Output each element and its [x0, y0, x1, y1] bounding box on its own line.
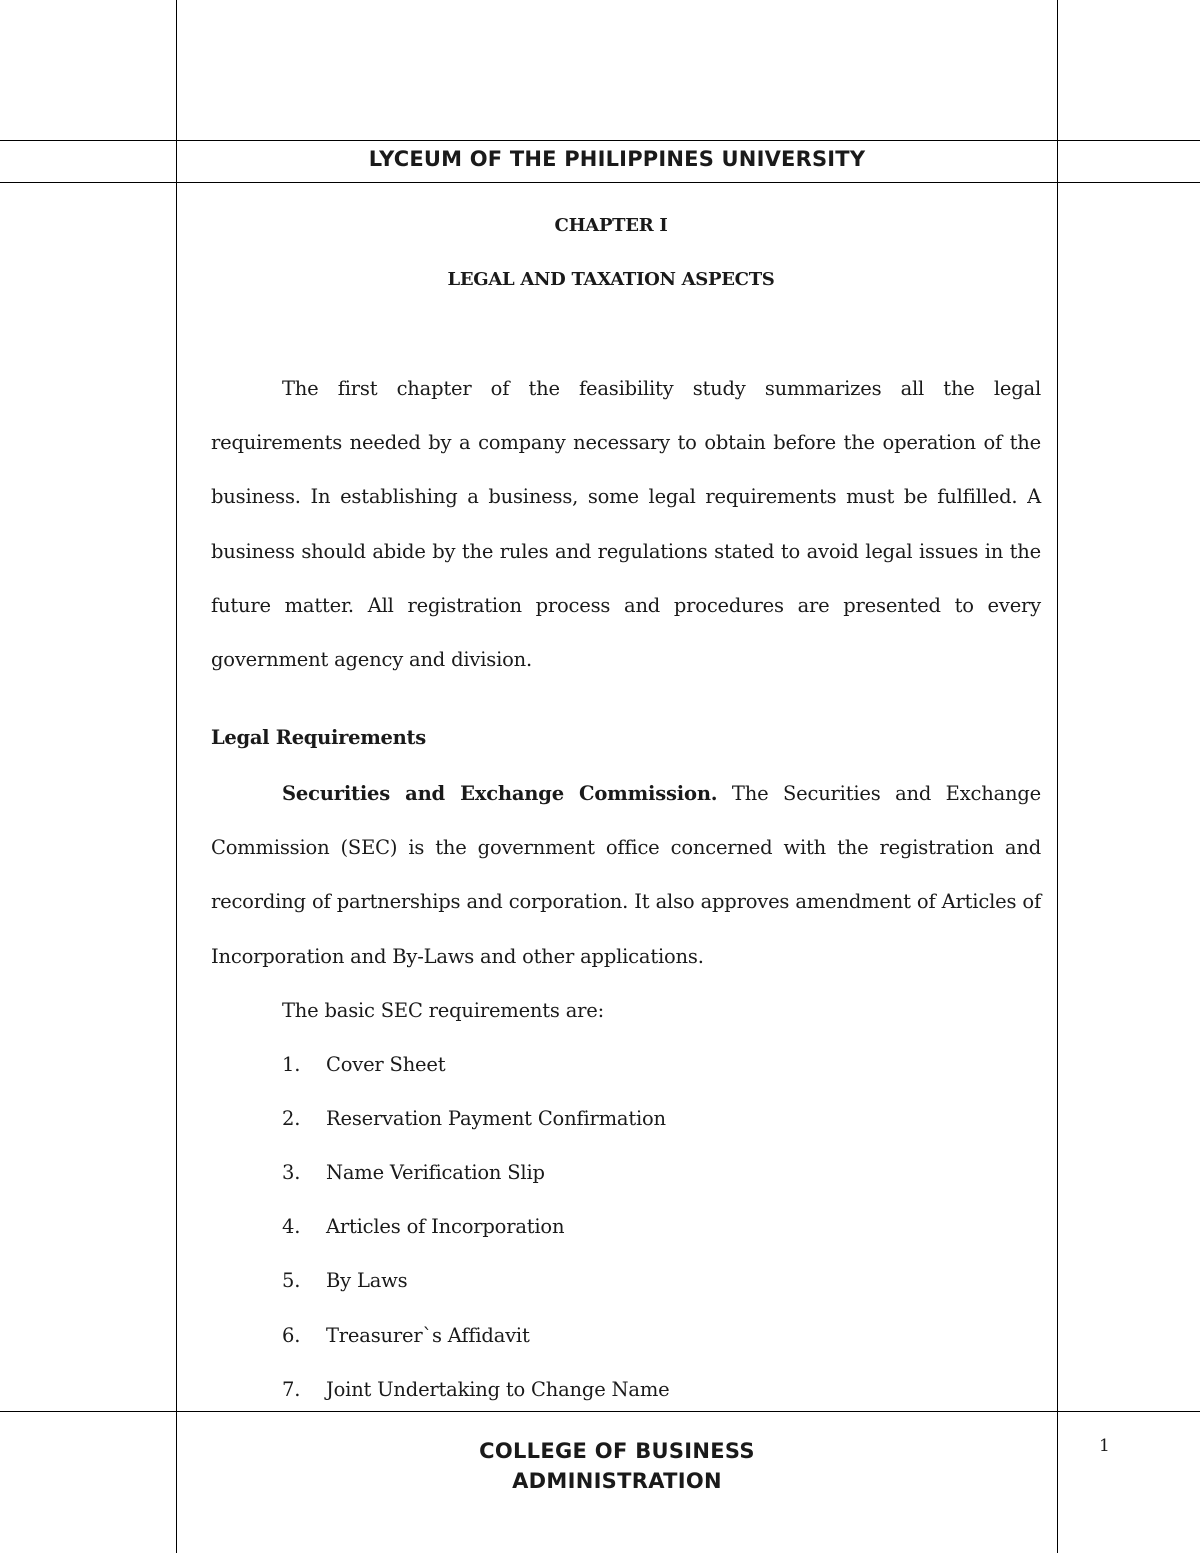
- header-university-title: LYCEUM OF THE PHILIPPINES UNIVERSITY: [368, 147, 866, 171]
- sec-body-text: The Securities and Exchange Commission (SEC) is the government office concerned with the registration and recording of partnerships and corporation. It also approves amendment of Articles of Incorporation and By-Laws and other applications.: [211, 782, 1041, 968]
- footer-top-border: [0, 1411, 1200, 1412]
- sec-paragraph: [211, 767, 1041, 984]
- list-item: 5. By Laws: [282, 1269, 408, 1292]
- list-item: 3. Name Verification Slip: [282, 1161, 545, 1184]
- chapter-title: LEGAL AND TAXATION ASPECTS: [447, 269, 775, 290]
- sec-run-in-heading: Securities and Exchange Commission.: [282, 782, 718, 805]
- sec-list-intro: The basic SEC requirements are:: [282, 999, 604, 1022]
- list-item: 7. Joint Undertaking to Change Name: [282, 1378, 670, 1401]
- list-item: 4. Articles of Incorporation: [282, 1215, 565, 1238]
- page-number: 1: [1099, 1436, 1110, 1456]
- list-item: 1. Cover Sheet: [282, 1053, 446, 1076]
- intro-paragraph: The first chapter of the feasibility study summarizes all the legal requirements needed by a company necessary to obtain before the operation of the business. In establishing a business, some legal requirements must be fulfilled. A business should abide by the rules and regulations stated to avoid legal issues in the future matter. All registration process and procedures are presented to every government agency and division.: [211, 377, 1041, 672]
- header-bottom-border: [0, 182, 1200, 183]
- footer-line-2: ADMINISTRATION: [512, 1469, 722, 1493]
- header-top-border: [0, 140, 1200, 141]
- list-item: 6. Treasurer`s Affidavit: [282, 1324, 530, 1347]
- chapter-number: CHAPTER I: [554, 215, 668, 236]
- right-margin-border: [1057, 0, 1058, 1553]
- footer-college-title: [176, 1436, 1058, 1496]
- legal-requirements-heading: Legal Requirements: [211, 726, 426, 749]
- footer-line-1: COLLEGE OF BUSINESS: [479, 1439, 755, 1463]
- list-item: 2. Reservation Payment Confirmation: [282, 1107, 666, 1130]
